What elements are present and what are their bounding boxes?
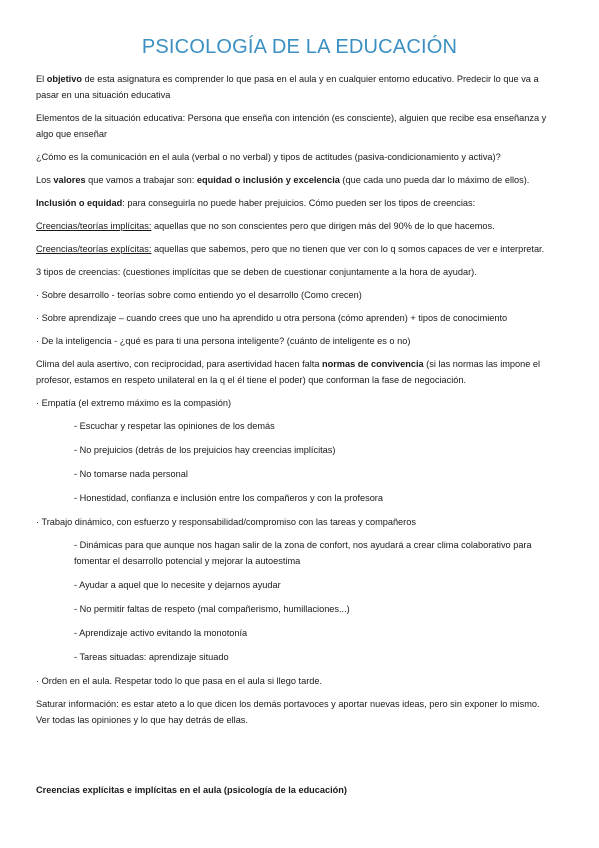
bold-text: normas de convivencia <box>322 359 424 369</box>
bold-text: Inclusión o equidad <box>36 198 123 208</box>
document-body <box>36 71 551 735</box>
text: El <box>36 74 47 84</box>
sub-item: - Tareas situadas: aprendizaje situado <box>74 652 229 662</box>
bullet-empathy: · Empatía (el extremo máximo es la compasión) <box>36 398 232 408</box>
sub-item: - Aprendizaje activo evitando la monotonía <box>74 628 248 638</box>
bullet-learning: · Sobre aprendizaje – cuando crees que uno ha aprendido u otra persona (cómo aprenden) + tipos de conocimiento <box>36 313 508 323</box>
text: (que cada uno pueda dar lo máximo de ellos). <box>339 175 530 185</box>
text: (si las normas las impone el profesor, estamos en respeto unilateral en la q el él tiene el poder) que conforman la fase de negociación. <box>36 359 541 385</box>
paragraph-values <box>36 172 551 188</box>
page-title: PSICOLOGÍA DE LA EDUCACIÓN <box>141 36 458 58</box>
paragraph-classroom-climate <box>36 356 551 388</box>
sub-item: - No prejuicios (detrás de los prejuicios hay creencias implícitas) <box>74 445 336 455</box>
paragraph-explicit <box>36 241 551 257</box>
paragraph-communication: ¿Cómo es la comunicación en el aula (verbal o no verbal) y tipos de actitudes (pasiva-condicionamiento y activa)? <box>36 152 501 162</box>
underlined-text: Creencias/teorías explícitas: <box>36 244 152 254</box>
bullet-order: · Orden en el aula. Respetar todo lo que pasa en el aula si llego tarde. <box>36 676 323 686</box>
sub-item: - No tomarse nada personal <box>74 469 188 479</box>
text: Clima del aula asertivo, con reciprocidad, para asertividad hacen falta <box>36 359 322 369</box>
text: aquellas que sabemos, pero que no tienen que ver con lo q somos capaces de ver e interpretar. <box>151 244 545 254</box>
paragraph-elements: Elementos de la situación educativa: Persona que enseña con intención (es consciente), alguien que recibe esa enseñanza y algo que enseñar <box>36 113 547 139</box>
bold-text: valores <box>53 175 86 185</box>
sub-item: - Honestidad, confianza e inclusión entre los compañeros y con la profesora <box>74 493 383 503</box>
text: Los <box>36 175 54 185</box>
paragraph-belief-types: 3 tipos de creencias: (cuestiones implícitas que se deben de cuestionar conjuntamente a la hora de ayudar). <box>36 267 477 277</box>
text: aquellas que no son conscientes pero que dirigen más del 90% de lo que hacemos. <box>151 221 495 231</box>
text: de esta asignatura es comprender lo que pasa en el aula y en cualquier entorno educativo. Predecir lo que va a pasar en una situación educativa <box>36 74 539 100</box>
sub-item: - Ayudar a aquel que lo necesite y dejarnos ayudar <box>74 580 281 590</box>
bullet-intelligence: · De la inteligencia - ¿qué es para ti una persona inteligente? (cuánto de inteligente es o no) <box>36 336 411 346</box>
text: que vamos a trabajar son: <box>85 175 197 185</box>
paragraph-saturate: Saturar información: es estar ateto a lo que dicen los demás portavoces y aportar nuevas ideas, pero sin exponer lo mismo. Ver todas las opiniones y lo que hay detrás de ellas. <box>36 699 540 725</box>
sub-item: - No permitir faltas de respeto (mal compañerismo, humillaciones...) <box>74 604 350 614</box>
paragraph-objective <box>36 71 551 103</box>
sub-item: - Dinámicas para que aunque nos hagan salir de la zona de confort, nos ayudará a crear clima colaborativo para fomentar el desarrollo potencial y mejorar la autoestima <box>74 540 532 566</box>
bullet-dynamic-work: · Trabajo dinámico, con esfuerzo y responsabilidad/compromiso con las tareas y compañeros <box>36 517 416 527</box>
section-heading: Creencias explícitas e implícitas en el aula (psicología de la educación) <box>36 785 347 795</box>
sub-item: - Escuchar y respetar las opiniones de los demás <box>74 421 275 431</box>
bold-text: objetivo <box>46 74 82 84</box>
underlined-text: Creencias/teorías implícitas: <box>36 221 152 231</box>
bold-text: equidad o inclusión y excelencia <box>196 175 340 185</box>
paragraph-inclusion <box>36 195 551 211</box>
bullet-development: · Sobre desarrollo - teorías sobre como entiendo yo el desarrollo (Como crecen) <box>36 290 362 300</box>
paragraph-implicit <box>36 218 551 234</box>
text: : para conseguirla no puede haber prejuicios. Cómo pueden ser los tipos de creencias: <box>122 198 476 208</box>
